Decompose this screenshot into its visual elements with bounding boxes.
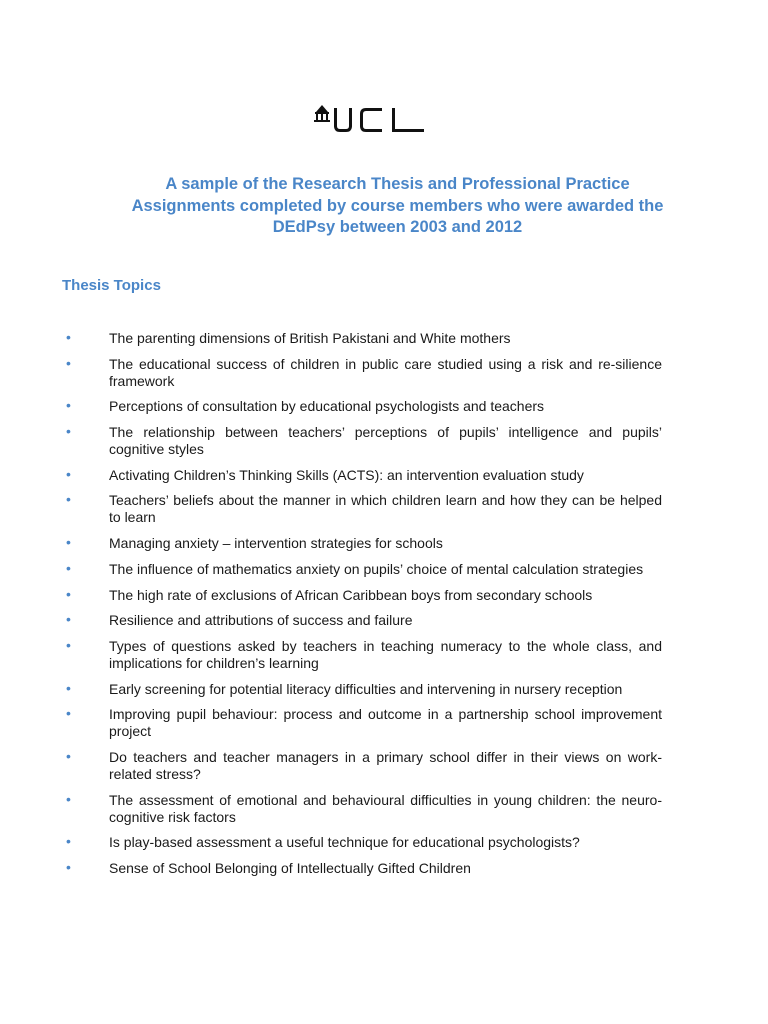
bullet-icon: • xyxy=(66,611,71,628)
topic-text: The parenting dimensions of British Pakistani and White mothers xyxy=(109,330,511,346)
bullet-icon: • xyxy=(66,859,71,875)
topic-text: Is play-based assessment a useful technique for educational psychologists? xyxy=(109,834,580,851)
bullet-icon: • xyxy=(66,491,71,508)
bullet-icon: • xyxy=(66,423,71,440)
list-item xyxy=(62,492,662,526)
topic-text: Activating Children’s Thinking Skills (ACTS): an intervention evaluation study xyxy=(109,466,584,483)
bullet-icon: • xyxy=(66,585,71,602)
bullet-icon: • xyxy=(66,329,71,345)
topic-text: The high rate of exclusions of African Caribbean boys from secondary schools xyxy=(109,586,593,603)
topic-text: The educational success of children in public care studied using a risk and re-silience framework xyxy=(109,355,662,389)
topic-text: Early screening for potential literacy difficulties and intervening in nursery reception xyxy=(109,680,623,697)
ucl-logo xyxy=(312,100,452,140)
bullet-icon: • xyxy=(66,397,71,414)
list-item xyxy=(62,587,662,604)
bullet-icon: • xyxy=(66,465,71,482)
topic-text: Resilience and attributions of success and failure xyxy=(109,612,413,629)
list-item xyxy=(62,356,662,390)
list-item xyxy=(62,681,662,698)
list-item xyxy=(62,860,662,877)
list-item xyxy=(62,749,662,783)
topic-text: Teachers’ beliefs about the manner in which children learn and how they can be helped to learn xyxy=(109,492,662,526)
bullet-icon: • xyxy=(66,559,71,576)
thesis-topics-list xyxy=(62,330,662,886)
topic-text: Improving pupil behaviour: process and outcome in a partnership school improvement project xyxy=(109,706,662,740)
list-item xyxy=(62,792,662,826)
list-item xyxy=(62,612,662,629)
list-item xyxy=(62,535,662,552)
list-item xyxy=(62,424,662,458)
title-line-2: Assignments completed by course members who were awarded the xyxy=(131,196,664,215)
list-item xyxy=(62,561,662,578)
topic-text: Types of questions asked by teachers in teaching numeracy to the whole class, and implications for children’s learning xyxy=(109,637,662,671)
bullet-icon: • xyxy=(66,747,71,764)
topic-text: The assessment of emotional and behavioural difficulties in young children: the neuro-cognitive risk factors xyxy=(109,791,662,825)
bullet-icon: • xyxy=(66,534,71,551)
list-item xyxy=(62,706,662,740)
bullet-icon: • xyxy=(66,790,71,807)
topic-text: Perceptions of consultation by educational psychologists and teachers xyxy=(109,398,545,415)
portico-icon xyxy=(314,105,330,122)
topic-text: Do teachers and teacher managers in a primary school differ in their views on work-related stress? xyxy=(109,748,662,782)
section-title-thesis-topics: Thesis Topics xyxy=(62,277,161,294)
list-item xyxy=(62,398,662,415)
bullet-icon: • xyxy=(66,679,71,696)
topic-text: The influence of mathematics anxiety on pupils’ choice of mental calculation strategies xyxy=(109,560,644,577)
topic-text: Sense of School Belonging of Intellectually Gifted Children xyxy=(109,860,471,876)
bullet-icon: • xyxy=(66,636,71,653)
title-line-3: DEdPsy between 2003 and 2012 xyxy=(272,218,523,236)
document-title xyxy=(60,174,735,239)
list-item xyxy=(62,467,662,484)
bullet-icon: • xyxy=(66,833,71,850)
list-item xyxy=(62,638,662,672)
bullet-icon: • xyxy=(66,354,71,371)
ucl-logo-mark xyxy=(312,100,452,140)
topic-text: Managing anxiety – intervention strategies for schools xyxy=(109,535,443,552)
list-item xyxy=(62,330,662,347)
topic-text: The relationship between teachers’ perceptions of pupils’ intelligence and pupils’ cognitive styles xyxy=(109,424,662,458)
bullet-icon: • xyxy=(66,705,71,722)
list-item xyxy=(62,834,662,851)
title-line-1: A sample of the Research Thesis and Professional Practice xyxy=(165,175,630,193)
